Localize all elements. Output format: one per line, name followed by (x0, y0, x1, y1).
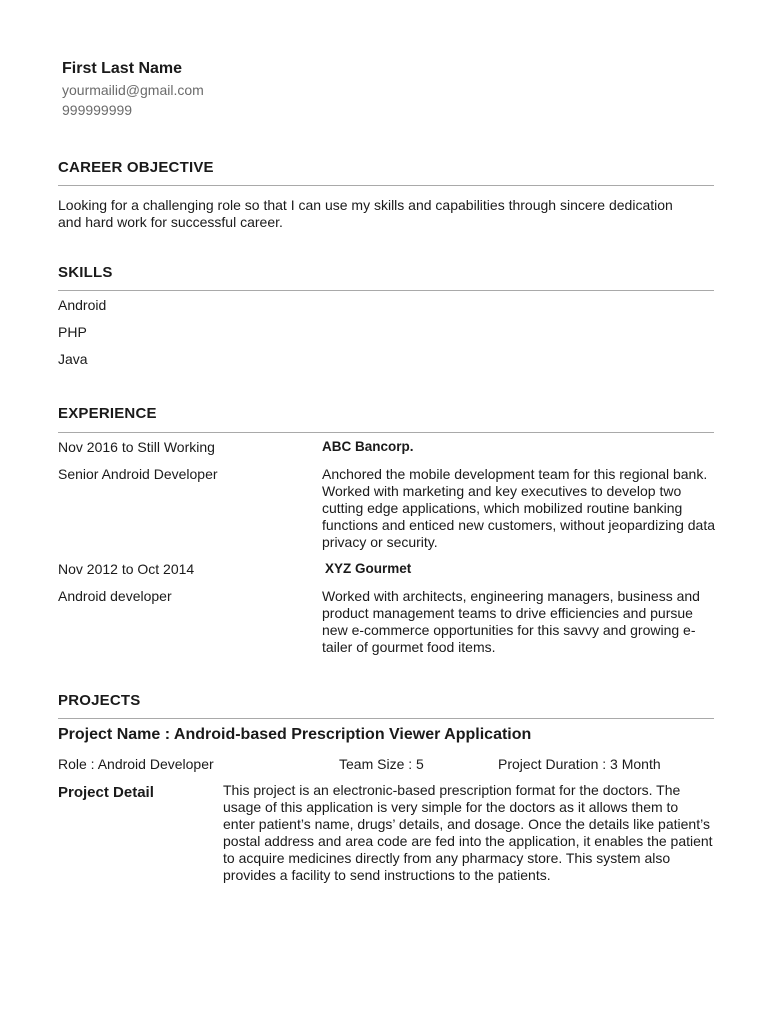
experience-description: Anchored the mobile development team for this regional bank. Worked with marketing and key executives to develop two cutting edge applications, which mobilized routine banking functions and enticed new customers, without jeopardizing data privacy or security. (322, 466, 716, 550)
experience-role: Android developer (58, 588, 172, 604)
experience-period: Nov 2012 to Oct 2014 (58, 561, 195, 577)
section-divider (58, 185, 714, 186)
skills-heading: SKILLS (58, 264, 113, 281)
section-divider (58, 432, 714, 433)
skill-item: Java (58, 351, 88, 367)
experience-period: Nov 2016 to Still Working (58, 439, 215, 455)
career-objective-heading: CAREER OBJECTIVE (58, 159, 214, 176)
project-detail-text: This project is an electronic-based prescription format for the doctors. The usage of this application is very simple for the doctors as it allows them to enter patient’s name, drugs’ details, and dosage. Once the details like patient’s postal address and area code are fed into the application, it enables the patient to acquire medicines directly from any pharmacy store. This system also provides a facility to send instructions to the patients. (223, 782, 713, 883)
project-detail-label: Project Detail (58, 784, 154, 801)
section-divider (58, 718, 714, 719)
candidate-name: First Last Name (62, 60, 183, 77)
project-team-size: Team Size : 5 (339, 756, 424, 772)
phone-text: 999999999 (62, 102, 133, 118)
project-duration: Project Duration : 3 Month (498, 756, 661, 772)
career-objective-text: Looking for a challenging role so that I can use my skills and capabilities through sincere dedication and hard work for successful career. (58, 197, 673, 230)
experience-role: Senior Android Developer (58, 466, 218, 482)
projects-heading: PROJECTS (58, 692, 141, 709)
experience-heading: EXPERIENCE (58, 405, 157, 422)
section-divider (58, 290, 714, 291)
project-role: Role : Android Developer (58, 756, 214, 772)
project-name: Project Name : Android-based Prescription Viewer Application (58, 726, 532, 743)
skill-item: PHP (58, 324, 87, 340)
experience-company: XYZ Gourmet (325, 561, 412, 576)
experience-company: ABC Bancorp. (322, 439, 414, 454)
email-text: yourmailid@gmail.com (62, 82, 204, 98)
skill-item: Android (58, 297, 107, 313)
experience-description: Worked with architects, engineering managers, business and product management teams to drive efficiencies and pursue new e-commerce opportunities for this savvy and growing e-tailer of gourmet food items. (322, 588, 700, 655)
